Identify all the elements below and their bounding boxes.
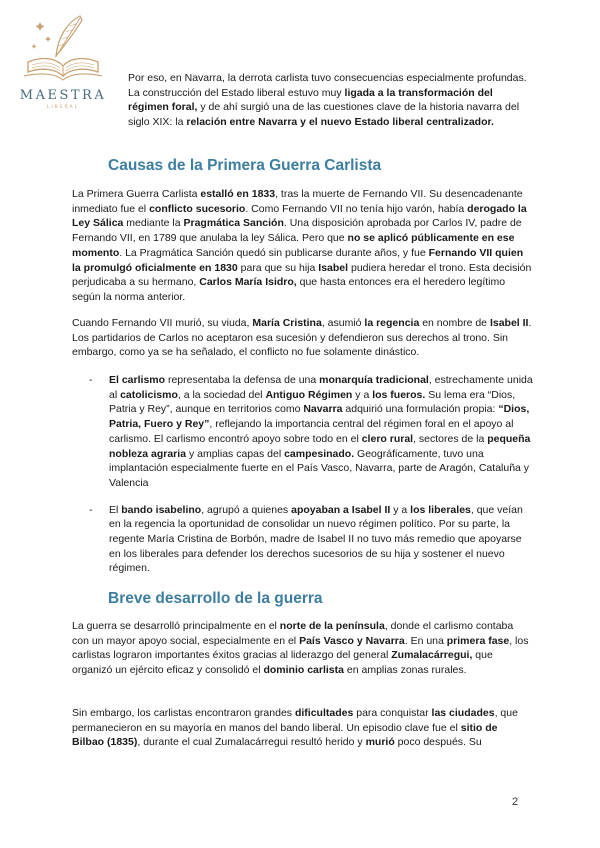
bold-text: Zumalacárregui, — [391, 649, 473, 662]
bold-text: campesinado. — [284, 447, 355, 460]
bold-text: primera fase — [446, 634, 510, 647]
bold-text: ligada a la transformación del régimen foral, — [128, 86, 493, 114]
bold-text: Navarra — [303, 403, 343, 416]
desarrollo-paragraph-1: La guerra se desarrolló principalmente en el norte de la península, donde el carlismo contaba con un mayor apoyo social, especialmente en el País Vasco y Navarra. En una primera fase, los carlistas lograron importantes éxitos gracias al liderazgo del general Zumalacárregui, que organizó un ejército eficaz y consolidó el dominio carlista en amplias zonas rurales. — [72, 620, 529, 677]
bold-text: murió — [365, 736, 395, 749]
bold-text: monarquía tradicional — [319, 374, 429, 386]
causas-paragraph-2: Cuando Fernando VII murió, su viuda, María Cristina, asumió la regencia en nombre de Isabel II. Los partidarios de Carlos no aceptaron esa sucesión y defendieron sus derechos al trono. Sin embargo, como ya se ha señalado, el conflicto no fue solamente dinástico. — [72, 317, 532, 359]
bold-text: pequeña nobleza agraria — [109, 432, 531, 460]
bold-text: relación entre Navarra y el nuevo Estado liberal centralizador. — [186, 116, 494, 129]
bold-text: estalló en 1833 — [200, 188, 276, 200]
logo-subtitle: LIBERAL — [46, 105, 80, 110]
list-item-text: El bando isabelino, agrupó a quienes apoyaban a Isabel II y a los liberales, que veían en la regencia la oportunidad de consolidar un nuevo régimen político. Por su parte, la regente María Cristina de Borbón, madre de Isabel II no tuvo más remedio que apoyarse en los liberales para defender los derechos sucesorios de su hija y sostener el nuevo régimen. — [109, 503, 523, 575]
bandos-list — [72, 373, 534, 576]
list-item-isabelino — [72, 503, 534, 577]
list-item-text: El carlismo representaba la defensa de una monarquía tradicional, estrechamente unida al catolicismo, a la sociedad del Antiguo Régimen y a los fueros. Su lema era “Dios, Patria y Rey”, aunque en territorios como Navarra adquirió una formulación propia: “Dios, Patria, Fuero y Rey”, reflejando la importancia central del régimen foral en el apoyo al carlismo. El carlismo encontró apoyo sobre todo en el clero rural, sectores de la pequeña nobleza agraria y amplias capas del campesinado. Geográficamente, tuvo una implantación especialmente fuerte en el País Vasco, Navarra, parte de Aragón, Cataluña y Valencia — [109, 374, 533, 489]
bold-text: las ciudades — [431, 707, 495, 719]
logo-wordmark: MAESTRA — [19, 88, 107, 103]
bold-text: bando isabelino — [121, 503, 202, 516]
bold-text: norte de la península — [279, 620, 385, 632]
bold-text: María Cristina — [252, 317, 322, 329]
desarrollo-paragraph-2: Sin embargo, los carlistas encontraron grandes dificultades para conquistar las ciudades, que permanecieron en su mayoría en manos del bando liberal. Un episodio clave fue el sitio de Bilbao (1835), durante el cual Zumalacárregui resultó herido y murió poco después. Su — [72, 707, 518, 749]
bullet-dash: - — [89, 503, 93, 516]
bold-text: la regencia — [364, 317, 420, 329]
bold-text: Pragmática Sanción — [183, 217, 284, 230]
bold-text: sitio de Bilbao (1835) — [72, 721, 498, 749]
bold-text: Fernando VII quien la promulgó oficialmente en 1830 — [72, 246, 524, 274]
bullet-dash: - — [89, 374, 93, 386]
bold-text: dificultades — [294, 707, 354, 719]
bold-text: conflicto sucesorio — [149, 202, 246, 215]
causas-paragraph-1: La Primera Guerra Carlista estalló en 1833, tras la muerte de Fernando VII. Su desencadenante inmediato fue el conflicto sucesorio. Como Fernando VII no tenía hijo varón, había derogado la Ley Sálica mediante la Pragmática Sanción. Una disposición aprobada por Carlos IV, padre de Fernando VII, en 1789 que anulaba la ley Sálica. Pero que no se aplicó públicamente en ese momento. La Pragmática Sanción quedó sin publicarse durante años, y fue Fernando VII quien la promulgó oficialmente en 1830 para que su hija Isabel pudiera heredar el trono. Esta decisión perjudicaba a su hermano, Carlos María Isidro, que hasta entonces era el heredero legítimo según la norma anterior. — [72, 188, 532, 303]
bold-text: catolicismo — [120, 388, 178, 401]
bold-text: no se aplicó públicamente en ese momento — [72, 232, 515, 259]
section-title-causas: Causas de la Primera Guerra Carlista — [108, 157, 382, 174]
intro-paragraph: Por eso, en Navarra, la derrota carlista tuvo consecuencias especialmente profundas. La construcción del Estado liberal estuvo muy ligada a la transformación del régimen foral, y de ahí surgió una de las cuestiones clave de la historia navarra del siglo XIX: la relación entre Navarra y el nuevo Estado liberal centralizador. — [128, 72, 527, 129]
maestra-liberal-logo — [18, 10, 108, 110]
list-item-carlismo — [72, 373, 534, 491]
bold-text: dominio carlista — [263, 664, 344, 677]
bold-text: “Dios, Patria, Fuero y Rey” — [109, 403, 530, 431]
section-title-desarrollo: Breve desarrollo de la guerra — [108, 590, 323, 607]
bold-text: derogado la Ley Sálica — [72, 202, 527, 230]
bold-text: El carlismo — [109, 374, 166, 386]
bold-text: los fueros. — [372, 388, 426, 401]
bold-text: clero rural — [361, 432, 414, 445]
bold-text: Carlos María Isidro, — [199, 276, 297, 289]
bold-text: Isabel — [318, 261, 349, 274]
bold-text: Antiguo Régimen — [265, 388, 353, 401]
bold-text: Isabel II — [489, 317, 529, 329]
page-number: 2 — [512, 796, 519, 808]
bold-text: los liberales — [410, 503, 471, 516]
bold-text: País Vasco y Navarra — [299, 634, 405, 647]
bold-text: apoyaban a Isabel II — [291, 503, 391, 516]
open-book-feather-icon — [18, 10, 108, 88]
